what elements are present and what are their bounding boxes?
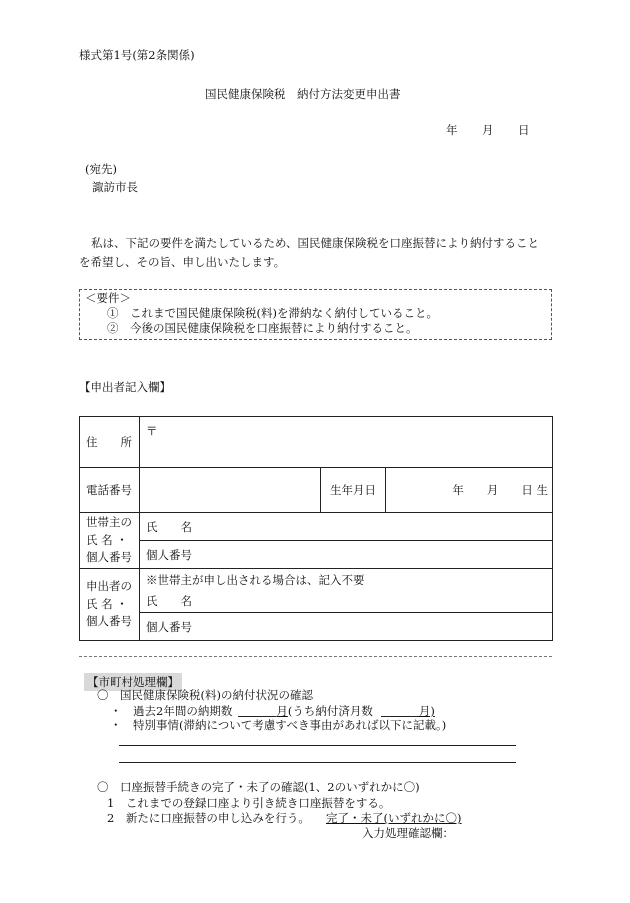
birthdate-value: 年 月 日 生 <box>452 483 549 497</box>
address-label: 住 所 <box>80 417 140 468</box>
phone-field[interactable] <box>140 468 321 513</box>
applicant-id-field[interactable] <box>140 613 553 641</box>
period-count-blank[interactable] <box>238 704 276 717</box>
applicant-id-label: 個人番号 <box>146 619 192 634</box>
check1-prefix: ・ 過去2年間の納期数 <box>110 704 233 718</box>
date-day: 日 <box>518 123 530 137</box>
address-field[interactable] <box>140 417 553 468</box>
birthdate-field[interactable] <box>386 468 553 513</box>
householder-id-label: 個人番号 <box>146 547 192 562</box>
householder-name-label: 氏 名 <box>146 519 192 534</box>
postal-mark: 〒 <box>146 424 158 438</box>
paid-count-blank[interactable] <box>381 704 419 717</box>
special-reason-line-2[interactable] <box>119 762 516 763</box>
declaration-line-1: 私は、下記の要件を満たしているため、国民健康保険税を口座振替により納付すること <box>91 236 540 250</box>
birthdate-label: 生年月日 <box>321 468 386 513</box>
office-section-heading: 【市町村処理欄】 <box>84 673 182 691</box>
check1-title: 〇 国民健康保険税(料)の納付状況の確認 <box>97 688 313 702</box>
check1-mid: (うち納付済月数 <box>287 704 373 718</box>
applicant-note: ※世帯主が申し出される場合は、記入不要 <box>140 569 553 591</box>
addressee-name: 諏訪市長 <box>92 180 138 194</box>
date-year: 年 <box>446 123 458 137</box>
addressee-label: (宛先) <box>85 162 117 176</box>
month2: 月) <box>418 704 435 718</box>
check1-line1 <box>110 704 435 719</box>
page-title: 国民健康保険税 納付方法変更申出書 <box>205 87 401 101</box>
requirements-heading: ＜要件＞ <box>85 291 131 305</box>
householder-label: 世帯主の 氏 名 ・ 個人番号 <box>80 513 140 569</box>
check2-item1: 1 これまでの登録口座より引き続き口座振替をする。 <box>107 796 391 810</box>
phone-label: 電話番号 <box>80 468 140 513</box>
check2-status[interactable]: 完了・未了(いずれかに〇) <box>326 811 462 825</box>
householder-name-field[interactable] <box>140 513 553 541</box>
householder-id-field[interactable] <box>140 541 553 569</box>
requirement-item-2: ② 今後の国民健康保険税を口座振替により納付すること。 <box>107 321 418 335</box>
applicant-name-label: 氏 名 <box>146 594 192 609</box>
date-month: 月 <box>482 123 494 137</box>
check2-title: 〇 口座振替手続きの完了・未了の確認(1、2のいずれかに〇) <box>97 780 420 794</box>
input-confirm-label: 入力処理確認欄： <box>362 826 454 840</box>
applicant-name-field[interactable] <box>140 591 553 613</box>
check1-line2: ・ 特別事情(滞納について考慮すべき事由があれば以下に記載。) <box>110 718 447 732</box>
applicant-section-heading: 【申出者記入欄】 <box>79 380 171 394</box>
section-divider <box>79 656 552 657</box>
month1: 月 <box>276 704 288 718</box>
special-reason-line-1[interactable] <box>119 745 516 746</box>
declaration-line-2: を希望し、その旨、申し出いたします。 <box>79 255 286 269</box>
form-number: 様式第1号(第2条関係) <box>79 48 195 62</box>
applicant-table <box>79 416 553 641</box>
requirement-item-1: ① これまで国民健康保険税(料)を滞納なく納付していること。 <box>107 306 438 320</box>
applicant-label: 申出者の 氏 名 ・ 個人番号 <box>80 569 140 641</box>
check2-item2: 2 新たに口座振替の申し込みを行う。 <box>107 811 310 825</box>
